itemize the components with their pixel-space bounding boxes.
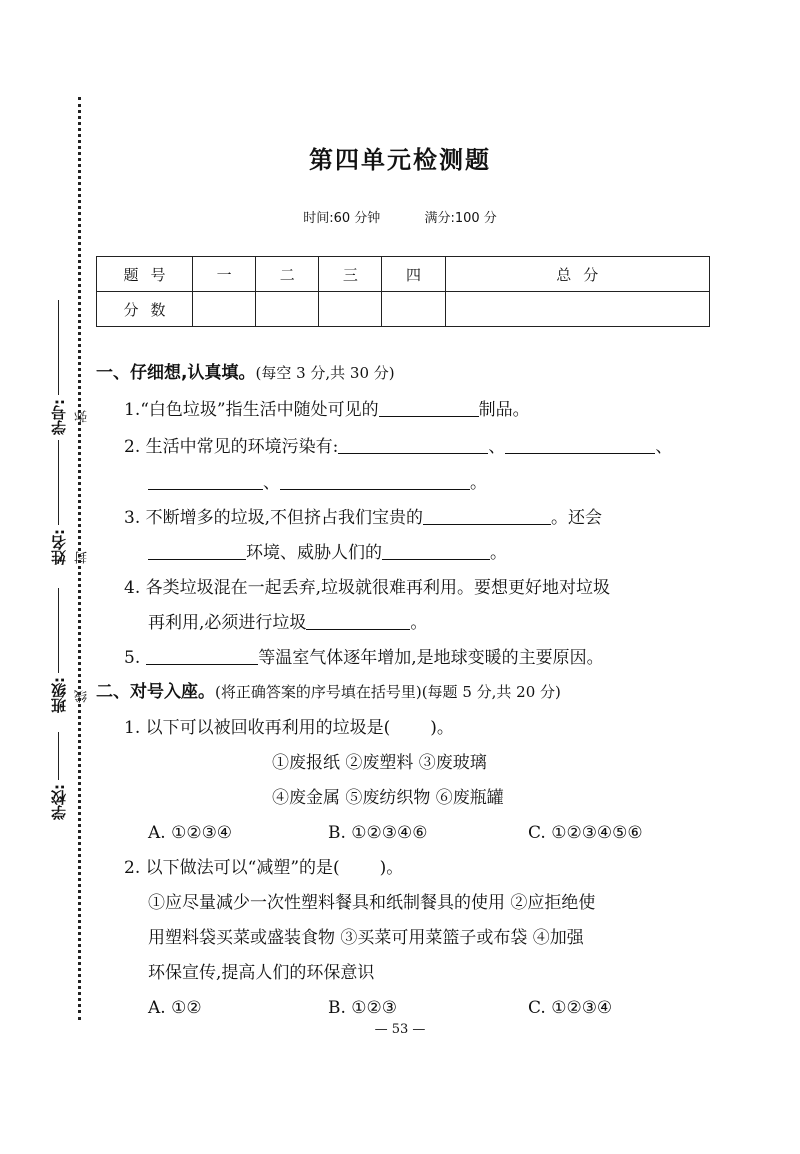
answer-blank[interactable] [338, 434, 488, 454]
question-text: 1.“白色垃圾”指生活中随处可见的 [124, 400, 379, 420]
section2-heading: 二、对号入座。 [96, 682, 215, 702]
question-2-1-items-row2: ④废金属 ⑤废纺织物 ⑥废瓶罐 [272, 788, 504, 808]
question-text: 。 [490, 543, 507, 563]
question-2-2-option-a[interactable]: A. ①② [148, 998, 202, 1018]
question-text: 等温室气体逐年增加,是地球变暖的主要原因。 [258, 648, 604, 668]
score-table-cell: 题号 [97, 257, 193, 292]
answer-blank[interactable] [423, 505, 551, 525]
score-table-cell: 一 [193, 257, 256, 292]
student-name-field[interactable] [38, 440, 78, 565]
question-text: 再利用,必须进行垃圾 [148, 613, 307, 633]
question-1-1 [124, 397, 530, 423]
seal-mark-xian: 线 [75, 690, 90, 703]
question-2-1-option-c[interactable]: C. ①②③④⑤⑥ [528, 823, 643, 843]
student-name-label: 姓名: [49, 529, 68, 565]
question-1-4 [124, 575, 610, 601]
question-1-3-cont [148, 540, 507, 566]
section2-note: (将正确答案的序号填在括号里)(每题 5 分,共 20 分) [215, 683, 561, 701]
score-table-cell: 二 [256, 257, 319, 292]
class-underline [58, 588, 59, 673]
score-table-cell: 分数 [97, 292, 193, 327]
question-text: )。 [430, 718, 454, 738]
question-text: )。 [379, 858, 404, 878]
separator: 、 [655, 437, 673, 457]
question-1-2-cont [148, 470, 487, 496]
class-field[interactable] [38, 588, 78, 713]
question-text: 环境、威胁人们的 [246, 543, 382, 563]
question-text: 5. [124, 648, 141, 668]
exam-title: 第四单元检测题 [309, 146, 491, 174]
answer-blank[interactable] [379, 397, 479, 417]
answer-blank[interactable] [280, 470, 470, 490]
question-2-2-option-b[interactable]: B. ①②③ [328, 998, 398, 1018]
question-2-1-option-a[interactable]: A. ①②③④ [148, 823, 233, 843]
question-text: 3. 不断增多的垃圾,不但挤占我们宝贵的 [124, 508, 424, 528]
question-text: 2. 以下做法可以“减塑”的是( [124, 858, 340, 878]
question-text: 4. 各类垃圾混在一起丢弃,垃圾就很难再利用。要想更好地对垃圾 [124, 578, 611, 598]
page-number: — 53 — [374, 1022, 426, 1037]
exam-meta [0, 207, 800, 226]
question-text: 1. 以下可以被回收再利用的垃圾是( [124, 718, 391, 738]
seal-mark-mi: 弥 [75, 410, 90, 423]
school-label: 学校: [49, 784, 68, 820]
separator: 、 [488, 437, 506, 457]
question-2-2-line3: 环保宣传,提高人们的环保意识 [148, 963, 375, 983]
question-2-1-items-row1: ①废报纸 ②废塑料 ③废玻璃 [272, 753, 487, 773]
score-input-cell[interactable] [319, 292, 382, 327]
question-text: 。 [410, 613, 428, 633]
question-2-1 [124, 715, 454, 741]
question-2-2-line2: 用塑料袋买菜或盛装食物 ③买菜可用菜篮子或布袋 ④加强 [148, 928, 584, 948]
answer-blank[interactable] [146, 645, 258, 665]
score-input-cell[interactable] [382, 292, 445, 327]
question-1-4-cont [148, 610, 427, 636]
answer-blank[interactable] [148, 470, 263, 490]
school-field[interactable] [38, 732, 78, 820]
question-2-2-line1: ①应尽量减少一次性塑料餐具和纸制餐具的使用 ②应拒绝使 [148, 893, 596, 913]
score-table [96, 256, 710, 327]
answer-blank[interactable] [505, 434, 655, 454]
section1-heading: 一、仔细想,认真填。 [96, 363, 256, 383]
score-table-header-row [97, 257, 710, 292]
section1-note: (每空 3 分,共 30 分) [255, 364, 395, 382]
question-2-2-option-c[interactable]: C. ①②③④ [528, 998, 613, 1018]
exam-full-score: 满分:100 分 [424, 211, 497, 226]
student-number-field[interactable] [38, 300, 78, 435]
question-text: 制品。 [478, 400, 530, 420]
seal-mark-feng: 封 [75, 551, 90, 564]
question-text: 2. 生活中常见的环境污染有: [124, 437, 339, 457]
score-input-cell[interactable] [256, 292, 319, 327]
student-number-underline [58, 300, 59, 395]
question-2-2 [124, 855, 403, 881]
answer-blank[interactable] [306, 610, 410, 630]
score-input-cell[interactable] [445, 292, 709, 327]
student-name-underline [58, 440, 59, 525]
score-table-score-row [97, 292, 710, 327]
score-input-cell[interactable] [193, 292, 256, 327]
question-1-3 [124, 505, 602, 531]
score-table-cell: 三 [319, 257, 382, 292]
question-2-1-option-b[interactable]: B. ①②③④⑥ [328, 823, 428, 843]
student-number-label: 学号: [49, 399, 68, 435]
score-table-cell: 四 [382, 257, 445, 292]
question-text: 。还会 [551, 508, 603, 528]
school-underline [58, 732, 59, 780]
question-1-5 [124, 645, 604, 671]
answer-blank[interactable] [148, 540, 246, 560]
question-1-2 [124, 434, 672, 460]
answer-blank[interactable] [382, 540, 490, 560]
score-table-cell: 总分 [445, 257, 709, 292]
class-label: 班级: [49, 677, 68, 713]
question-text: 。 [470, 473, 487, 493]
section2-heading-line [96, 679, 561, 705]
separator: 、 [263, 473, 280, 493]
section1-heading-line [96, 360, 395, 386]
exam-time: 时间:60 分钟 [303, 211, 381, 226]
